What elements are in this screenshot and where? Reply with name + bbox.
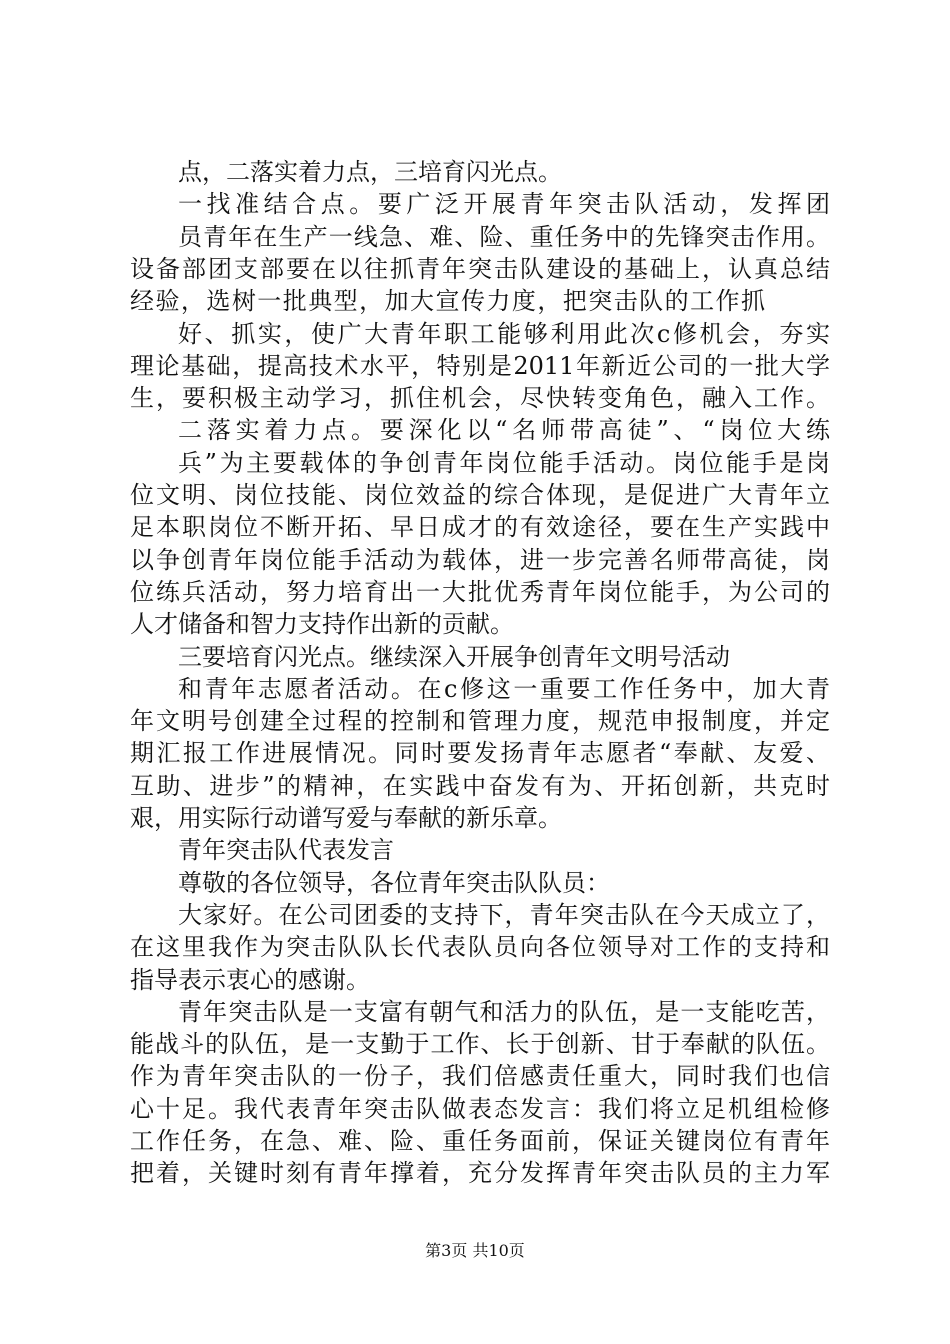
text-line: 指导表示衷心的感谢。 [130, 965, 370, 994]
text-line: 心十足。我代表青年突击队做表态发言：我们将立足机组检修 [130, 1094, 830, 1123]
text-line: 尊敬的各位领导，各位青年突击队队员： [178, 868, 610, 897]
text-line: 位练兵活动，努力培育出一大批优秀青年岗位能手，为公司的 [130, 577, 830, 606]
text-line: 位文明、岗位技能、岗位效益的综合体现，是促进广大青年立 [130, 481, 830, 509]
text-line: 以争创青年岗位能手活动为载体，进一步完善名师带高徒，岗 [130, 545, 830, 574]
text-line: 好、抓实，使广大青年职工能够利用此次c修机会，夯实 [178, 319, 830, 348]
text-line: 足本职岗位不断开拓、早日成才的有效途径，要在生产实践中 [130, 513, 830, 542]
text-line: 青年突击队是一支富有朝气和活力的队伍，是一支能吃苦， [178, 997, 830, 1026]
text-line: 能战斗的队伍，是一支勤于工作、长于创新、甘于奉献的队伍。 [130, 1030, 830, 1059]
text-line: 年文明号创建全过程的控制和管理力度，规范申报制度，并定 [130, 707, 830, 736]
text-line: 兵”为主要载体的争创青年岗位能手活动。岗位能手是岗 [178, 448, 830, 477]
text-line: 生，要积极主动学习，抓住机会，尽快转变角色，融入工作。 [130, 384, 830, 413]
text-line: 互助、进步”的精神，在实践中奋发有为、开拓创新，共克时 [130, 771, 830, 800]
text-line: 大家好。在公司团委的支持下，青年突击队在今天成立了， [178, 900, 830, 929]
text-line: 青年突击队代表发言 [178, 836, 394, 865]
text-line: 艰，用实际行动谱写爱与奉献的新乐章。 [130, 804, 562, 832]
text-line: 一找准结合点。要广泛开展青年突击队活动，发挥团 [178, 190, 830, 219]
text-line: 在这里我作为突击队队长代表队员向各位领导对工作的支持和 [130, 933, 830, 962]
text-line: 和青年志愿者活动。在c修这一重要工作任务中，加大青 [178, 674, 830, 703]
text-line: 点，二落实着力点，三培育闪光点。 [178, 158, 562, 186]
text-line: 期汇报工作进展情况。同时要发扬青年志愿者“奉献、友爱、 [130, 739, 830, 768]
text-line: 作为青年突击队的一份子，我们倍感责任重大，同时我们也信 [130, 1062, 830, 1091]
text-line: 设备部团支部要在以往抓青年突击队建设的基础上，认真总结 [130, 254, 830, 283]
text-line: 经验，选树一批典型，加大宣传力度，把突击队的工作抓 [130, 287, 765, 316]
text-line: 三要培育闪光点。继续深入开展争创青年文明号活动 [178, 642, 730, 671]
text-line: 工作任务，在急、难、险、重任务面前，保证关键岗位有青年 [130, 1127, 830, 1155]
text-line: 人才储备和智力支持作出新的贡献。 [130, 610, 514, 639]
text-line: 员青年在生产一线急、难、险、重任务中的先锋突击作用。 [178, 222, 830, 251]
text-line: 理论基础，提高技术水平，特别是2011年新近公司的一批大学 [130, 351, 830, 380]
text-line: 把着，关键时刻有青年撑着，充分发挥青年突击队员的主力军 [130, 1159, 830, 1188]
page-number-footer: 第3页 共10页 [425, 1241, 525, 1260]
text-line: 二落实着力点。要深化以“名师带高徒”、“岗位大练 [178, 416, 830, 445]
